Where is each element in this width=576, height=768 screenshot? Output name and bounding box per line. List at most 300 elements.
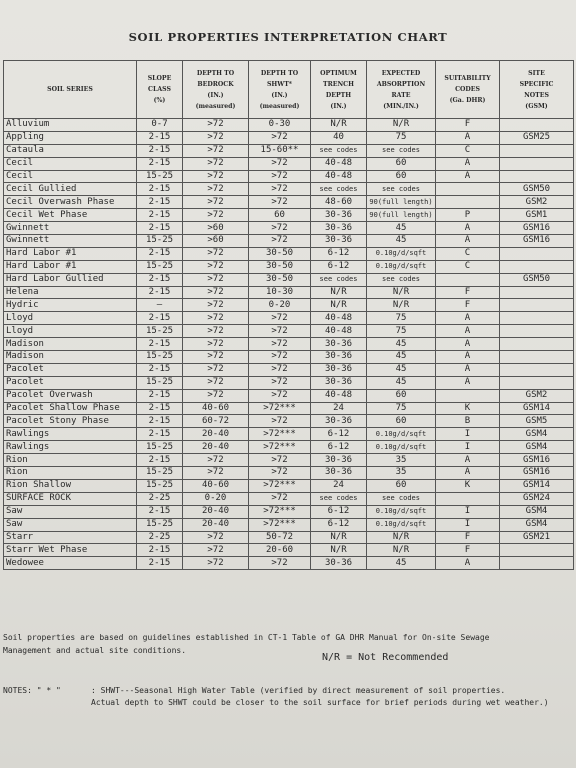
- cell-expected-absorption-rate: 35: [367, 454, 436, 467]
- cell-suitability-codes: A: [436, 454, 500, 467]
- not-recommended-legend: N/R = Not Recommended: [322, 652, 449, 663]
- cell-site-specific-notes: [500, 260, 574, 273]
- cell-depth-to-shwt: 10-30: [249, 286, 311, 299]
- cell-expected-absorption-rate: 75: [367, 312, 436, 325]
- cell-depth-to-shwt: >72: [249, 312, 311, 325]
- cell-soil-series: Saw: [4, 518, 137, 531]
- table-row: [4, 544, 574, 557]
- cell-depth-to-bedrock: >72: [183, 209, 249, 222]
- cell-site-specific-notes: [500, 325, 574, 338]
- cell-depth-to-bedrock: >72: [183, 286, 249, 299]
- header-line: (Ga. DHR): [449, 97, 486, 104]
- cell-site-specific-notes: [500, 312, 574, 325]
- cell-expected-absorption-rate: N/R: [367, 299, 436, 312]
- cell-expected-absorption-rate: 75: [367, 402, 436, 415]
- cell-optimum-trench-depth: N/R: [311, 286, 367, 299]
- header-line: SITE: [528, 69, 545, 77]
- cell-suitability-codes: A: [436, 376, 500, 389]
- cell-optimum-trench-depth: 6-12: [311, 505, 367, 518]
- cell-expected-absorption-rate: 45: [367, 235, 436, 248]
- cell-suitability-codes: [436, 389, 500, 402]
- cell-expected-absorption-rate: 45: [367, 338, 436, 351]
- cell-site-specific-notes: GSM50: [500, 183, 574, 196]
- cell-slope-class: 15-25: [137, 479, 183, 492]
- cell-depth-to-shwt: 0-30: [249, 119, 311, 132]
- table-header-row: [4, 61, 574, 119]
- cell-optimum-trench-depth: 30-36: [311, 351, 367, 364]
- header-line: RATE: [391, 91, 411, 99]
- cell-site-specific-notes: [500, 557, 574, 570]
- cell-suitability-codes: I: [436, 441, 500, 454]
- cell-optimum-trench-depth: N/R: [311, 299, 367, 312]
- cell-slope-class: 2-25: [137, 531, 183, 544]
- cell-expected-absorption-rate: 60: [367, 479, 436, 492]
- cell-optimum-trench-depth: see codes: [311, 183, 367, 196]
- cell-soil-series: Rion: [4, 454, 137, 467]
- cell-depth-to-bedrock: >72: [183, 351, 249, 364]
- cell-optimum-trench-depth: 40-48: [311, 325, 367, 338]
- cell-depth-to-bedrock: >72: [183, 363, 249, 376]
- cell-slope-class: 2-15: [137, 312, 183, 325]
- cell-site-specific-notes: [500, 338, 574, 351]
- table-row: [4, 441, 574, 454]
- cell-expected-absorption-rate: 0.10g/d/sqft: [367, 441, 436, 454]
- cell-expected-absorption-rate: see codes: [367, 183, 436, 196]
- cell-slope-class: 2-15: [137, 157, 183, 170]
- cell-slope-class: 2-15: [137, 557, 183, 570]
- cell-optimum-trench-depth: 48-60: [311, 196, 367, 209]
- cell-soil-series: Cecil: [4, 170, 137, 183]
- cell-site-specific-notes: [500, 376, 574, 389]
- cell-slope-class: 2-15: [137, 544, 183, 557]
- cell-soil-series: Starr Wet Phase: [4, 544, 137, 557]
- cell-site-specific-notes: [500, 351, 574, 364]
- cell-suitability-codes: A: [436, 235, 500, 248]
- header-expected-absorption-rate: [367, 61, 436, 119]
- table-row: [4, 479, 574, 492]
- cell-slope-class: 2-15: [137, 428, 183, 441]
- cell-depth-to-shwt: >72: [249, 170, 311, 183]
- cell-expected-absorption-rate: 75: [367, 131, 436, 144]
- cell-optimum-trench-depth: 30-36: [311, 209, 367, 222]
- cell-depth-to-shwt: >72: [249, 467, 311, 480]
- table-row: [4, 222, 574, 235]
- cell-depth-to-shwt: >72***: [249, 479, 311, 492]
- cell-suitability-codes: A: [436, 222, 500, 235]
- cell-depth-to-bedrock: >72: [183, 183, 249, 196]
- table-row: [4, 454, 574, 467]
- table-row: [4, 363, 574, 376]
- cell-expected-absorption-rate: 60: [367, 415, 436, 428]
- table-row: [4, 518, 574, 531]
- cell-soil-series: Wedowee: [4, 557, 137, 570]
- cell-soil-series: Rawlings: [4, 428, 137, 441]
- cell-depth-to-shwt: >72***: [249, 441, 311, 454]
- cell-site-specific-notes: GSM14: [500, 479, 574, 492]
- cell-depth-to-bedrock: >72: [183, 196, 249, 209]
- table-row: [4, 273, 574, 286]
- cell-depth-to-shwt: >72: [249, 376, 311, 389]
- cell-suitability-codes: F: [436, 299, 500, 312]
- cell-slope-class: 2-15: [137, 505, 183, 518]
- header-line: BEDROCK: [197, 80, 234, 88]
- cell-slope-class: 2-15: [137, 389, 183, 402]
- cell-expected-absorption-rate: N/R: [367, 119, 436, 132]
- cell-expected-absorption-rate: 90(full length): [367, 209, 436, 222]
- cell-soil-series: Cecil: [4, 157, 137, 170]
- cell-suitability-codes: I: [436, 518, 500, 531]
- cell-optimum-trench-depth: 40-48: [311, 389, 367, 402]
- cell-optimum-trench-depth: 24: [311, 479, 367, 492]
- cell-suitability-codes: C: [436, 260, 500, 273]
- cell-slope-class: 15-25: [137, 235, 183, 248]
- table-row: [4, 402, 574, 415]
- cell-suitability-codes: F: [436, 119, 500, 132]
- cell-site-specific-notes: GSM1: [500, 209, 574, 222]
- cell-soil-series: Pacolet Shallow Phase: [4, 402, 137, 415]
- cell-slope-class: 2-15: [137, 286, 183, 299]
- cell-optimum-trench-depth: 40-48: [311, 170, 367, 183]
- table-row: [4, 157, 574, 170]
- cell-suitability-codes: [436, 183, 500, 196]
- cell-soil-series: Madison: [4, 351, 137, 364]
- cell-expected-absorption-rate: 0.10g/d/sqft: [367, 260, 436, 273]
- cell-suitability-codes: A: [436, 363, 500, 376]
- cell-soil-series: Rawlings: [4, 441, 137, 454]
- cell-site-specific-notes: GSM4: [500, 441, 574, 454]
- cell-expected-absorption-rate: 45: [367, 351, 436, 364]
- cell-depth-to-bedrock: 20-40: [183, 505, 249, 518]
- cell-depth-to-bedrock: >60: [183, 235, 249, 248]
- cell-suitability-codes: K: [436, 402, 500, 415]
- cell-depth-to-shwt: >72: [249, 157, 311, 170]
- cell-expected-absorption-rate: 0.10g/d/sqft: [367, 247, 436, 260]
- cell-slope-class: 15-25: [137, 170, 183, 183]
- cell-optimum-trench-depth: 40-48: [311, 312, 367, 325]
- cell-expected-absorption-rate: 60: [367, 157, 436, 170]
- cell-site-specific-notes: [500, 247, 574, 260]
- table-row: [4, 260, 574, 273]
- cell-site-specific-notes: GSM25: [500, 131, 574, 144]
- cell-soil-series: Hard Labor #1: [4, 260, 137, 273]
- cell-depth-to-shwt: >72: [249, 196, 311, 209]
- cell-depth-to-shwt: >72: [249, 389, 311, 402]
- cell-depth-to-bedrock: >72: [183, 247, 249, 260]
- cell-depth-to-shwt: >72: [249, 557, 311, 570]
- header-line: OPTIMUM: [320, 69, 357, 77]
- cell-suitability-codes: [436, 273, 500, 286]
- header-line: (IN.): [207, 91, 224, 99]
- cell-site-specific-notes: GSM16: [500, 222, 574, 235]
- cell-depth-to-bedrock: >72: [183, 454, 249, 467]
- table-row: [4, 505, 574, 518]
- cell-site-specific-notes: [500, 544, 574, 557]
- cell-expected-absorption-rate: 60: [367, 389, 436, 402]
- cell-suitability-codes: [436, 196, 500, 209]
- cell-slope-class: 0-7: [137, 119, 183, 132]
- table-row: [4, 286, 574, 299]
- table-row: [4, 144, 574, 157]
- header-line: (IN.): [330, 102, 347, 110]
- header-line: SHWT*: [266, 80, 293, 88]
- cell-optimum-trench-depth: N/R: [311, 531, 367, 544]
- cell-expected-absorption-rate: 75: [367, 325, 436, 338]
- cell-soil-series: Gwinnett: [4, 222, 137, 235]
- cell-depth-to-bedrock: >72: [183, 544, 249, 557]
- cell-depth-to-shwt: >72: [249, 183, 311, 196]
- cell-optimum-trench-depth: 30-36: [311, 454, 367, 467]
- cell-slope-class: 2-25: [137, 492, 183, 505]
- notes-label: NOTES: " * ": [3, 686, 61, 695]
- cell-depth-to-bedrock: 20-40: [183, 441, 249, 454]
- cell-slope-class: –: [137, 299, 183, 312]
- header-optimum-trench-depth: [311, 61, 367, 119]
- cell-optimum-trench-depth: 40-48: [311, 157, 367, 170]
- cell-site-specific-notes: GSM2: [500, 196, 574, 209]
- table-row: [4, 338, 574, 351]
- header-site-specific-notes: [500, 61, 574, 119]
- cell-soil-series: Helena: [4, 286, 137, 299]
- cell-depth-to-bedrock: >72: [183, 273, 249, 286]
- cell-depth-to-bedrock: >72: [183, 260, 249, 273]
- cell-depth-to-shwt: >72***: [249, 428, 311, 441]
- cell-slope-class: 2-15: [137, 454, 183, 467]
- soil-properties-table: [3, 60, 574, 570]
- cell-suitability-codes: I: [436, 505, 500, 518]
- cell-depth-to-shwt: >72: [249, 325, 311, 338]
- header-suitability-codes: [436, 61, 500, 119]
- cell-soil-series: Lloyd: [4, 312, 137, 325]
- table-body: [4, 119, 574, 570]
- cell-suitability-codes: A: [436, 325, 500, 338]
- cell-suitability-codes: A: [436, 467, 500, 480]
- cell-depth-to-shwt: >72: [249, 338, 311, 351]
- cell-expected-absorption-rate: 0.10g/d/sqft: [367, 428, 436, 441]
- table-row: [4, 235, 574, 248]
- cell-expected-absorption-rate: N/R: [367, 544, 436, 557]
- table-row: [4, 531, 574, 544]
- cell-slope-class: 15-25: [137, 441, 183, 454]
- cell-site-specific-notes: GSM14: [500, 402, 574, 415]
- cell-suitability-codes: P: [436, 209, 500, 222]
- cell-slope-class: 2-15: [137, 363, 183, 376]
- cell-expected-absorption-rate: 35: [367, 467, 436, 480]
- table-row: [4, 376, 574, 389]
- cell-depth-to-bedrock: 40-60: [183, 479, 249, 492]
- notes-text: : SHWT---Seasonal High Water Table (verified by direct measurement of soil properties. Actual depth to SHWT could be closer to the soil surface for brief periods during wet weather.): [91, 686, 549, 707]
- cell-slope-class: 15-25: [137, 260, 183, 273]
- cell-suitability-codes: A: [436, 312, 500, 325]
- cell-depth-to-shwt: >72: [249, 351, 311, 364]
- table-row: [4, 415, 574, 428]
- cell-soil-series: Cataula: [4, 144, 137, 157]
- footnote-line-1: Soil properties are based on guidelines established in CT-1 Table of GA DHR Manual for On-site Sewage: [3, 633, 490, 642]
- cell-soil-series: Pacolet: [4, 363, 137, 376]
- cell-optimum-trench-depth: 30-36: [311, 222, 367, 235]
- cell-site-specific-notes: GSM2: [500, 389, 574, 402]
- cell-expected-absorption-rate: 45: [367, 557, 436, 570]
- header-depth-to-bedrock: [183, 61, 249, 119]
- cell-site-specific-notes: GSM21: [500, 531, 574, 544]
- cell-expected-absorption-rate: N/R: [367, 286, 436, 299]
- table-row: [4, 557, 574, 570]
- cell-optimum-trench-depth: 30-36: [311, 557, 367, 570]
- cell-site-specific-notes: [500, 119, 574, 132]
- cell-depth-to-bedrock: 60-72: [183, 415, 249, 428]
- header-line: (MIN./IN.): [383, 102, 419, 110]
- cell-depth-to-bedrock: >72: [183, 312, 249, 325]
- cell-depth-to-bedrock: >72: [183, 389, 249, 402]
- cell-slope-class: 2-15: [137, 247, 183, 260]
- cell-depth-to-shwt: >72: [249, 454, 311, 467]
- header-line: (measured): [195, 102, 236, 110]
- header-slope-class: [137, 61, 183, 119]
- cell-depth-to-shwt: >72***: [249, 402, 311, 415]
- cell-depth-to-bedrock: >60: [183, 222, 249, 235]
- table-row: [4, 209, 574, 222]
- cell-slope-class: 15-25: [137, 351, 183, 364]
- cell-slope-class: 2-15: [137, 273, 183, 286]
- cell-site-specific-notes: GSM4: [500, 505, 574, 518]
- cell-site-specific-notes: GSM16: [500, 235, 574, 248]
- cell-slope-class: 2-15: [137, 144, 183, 157]
- cell-soil-series: Rion Shallow: [4, 479, 137, 492]
- cell-soil-series: Saw: [4, 505, 137, 518]
- cell-slope-class: 15-25: [137, 325, 183, 338]
- cell-slope-class: 2-15: [137, 222, 183, 235]
- cell-expected-absorption-rate: see codes: [367, 492, 436, 505]
- cell-soil-series: Cecil Wet Phase: [4, 209, 137, 222]
- cell-soil-series: Cecil Gullied: [4, 183, 137, 196]
- cell-soil-series: Rion: [4, 467, 137, 480]
- header-line: DEPTH: [325, 91, 352, 99]
- cell-suitability-codes: A: [436, 170, 500, 183]
- cell-expected-absorption-rate: 60: [367, 170, 436, 183]
- header-line: CODES: [455, 86, 480, 93]
- cell-slope-class: 2-15: [137, 338, 183, 351]
- cell-optimum-trench-depth: 24: [311, 402, 367, 415]
- cell-slope-class: 2-15: [137, 196, 183, 209]
- cell-depth-to-bedrock: >72: [183, 131, 249, 144]
- cell-expected-absorption-rate: 45: [367, 376, 436, 389]
- cell-site-specific-notes: [500, 157, 574, 170]
- cell-optimum-trench-depth: 6-12: [311, 518, 367, 531]
- table-row: [4, 389, 574, 402]
- table-row: [4, 312, 574, 325]
- cell-depth-to-bedrock: >72: [183, 170, 249, 183]
- cell-expected-absorption-rate: 0.10g/d/sqft: [367, 505, 436, 518]
- header-depth-to-shwt: [249, 61, 311, 119]
- cell-site-specific-notes: [500, 363, 574, 376]
- cell-depth-to-bedrock: 20-40: [183, 518, 249, 531]
- cell-depth-to-bedrock: >72: [183, 376, 249, 389]
- cell-soil-series: SURFACE ROCK: [4, 492, 137, 505]
- table-row: [4, 131, 574, 144]
- cell-depth-to-shwt: 20-60: [249, 544, 311, 557]
- cell-suitability-codes: F: [436, 286, 500, 299]
- cell-optimum-trench-depth: see codes: [311, 273, 367, 286]
- cell-site-specific-notes: [500, 299, 574, 312]
- cell-slope-class: 15-25: [137, 376, 183, 389]
- header-line: DEPTH TO: [196, 69, 235, 77]
- cell-slope-class: 2-15: [137, 402, 183, 415]
- cell-soil-series: Appling: [4, 131, 137, 144]
- cell-optimum-trench-depth: see codes: [311, 144, 367, 157]
- cell-depth-to-bedrock: >72: [183, 144, 249, 157]
- cell-optimum-trench-depth: 30-36: [311, 363, 367, 376]
- cell-depth-to-shwt: 0-20: [249, 299, 311, 312]
- cell-suitability-codes: F: [436, 544, 500, 557]
- cell-depth-to-shwt: >72: [249, 131, 311, 144]
- cell-depth-to-bedrock: 20-40: [183, 428, 249, 441]
- cell-depth-to-bedrock: >72: [183, 338, 249, 351]
- cell-suitability-codes: B: [436, 415, 500, 428]
- cell-soil-series: Pacolet Stony Phase: [4, 415, 137, 428]
- cell-depth-to-shwt: >72***: [249, 518, 311, 531]
- cell-optimum-trench-depth: N/R: [311, 119, 367, 132]
- cell-site-specific-notes: GSM5: [500, 415, 574, 428]
- cell-suitability-codes: A: [436, 157, 500, 170]
- cell-site-specific-notes: GSM4: [500, 428, 574, 441]
- cell-expected-absorption-rate: 0.10g/d/sqft: [367, 518, 436, 531]
- cell-depth-to-shwt: >72***: [249, 505, 311, 518]
- cell-optimum-trench-depth: 30-36: [311, 235, 367, 248]
- table-row: [4, 428, 574, 441]
- header-line: SPECIFIC: [519, 80, 554, 88]
- cell-optimum-trench-depth: 30-36: [311, 415, 367, 428]
- cell-depth-to-bedrock: >72: [183, 119, 249, 132]
- cell-expected-absorption-rate: 45: [367, 222, 436, 235]
- cell-site-specific-notes: GSM24: [500, 492, 574, 505]
- header-line: CLASS: [148, 86, 171, 93]
- cell-soil-series: Starr: [4, 531, 137, 544]
- cell-depth-to-shwt: >72: [249, 222, 311, 235]
- cell-expected-absorption-rate: see codes: [367, 144, 436, 157]
- table-row: [4, 492, 574, 505]
- cell-site-specific-notes: [500, 170, 574, 183]
- cell-depth-to-bedrock: 40-60: [183, 402, 249, 415]
- table-row: [4, 325, 574, 338]
- cell-slope-class: 15-25: [137, 467, 183, 480]
- cell-site-specific-notes: GSM4: [500, 518, 574, 531]
- cell-optimum-trench-depth: 6-12: [311, 428, 367, 441]
- cell-optimum-trench-depth: N/R: [311, 544, 367, 557]
- table-row: [4, 119, 574, 132]
- cell-soil-series: Hard Labor #1: [4, 247, 137, 260]
- cell-site-specific-notes: [500, 286, 574, 299]
- cell-depth-to-shwt: >72: [249, 415, 311, 428]
- cell-depth-to-bedrock: >72: [183, 467, 249, 480]
- cell-expected-absorption-rate: N/R: [367, 531, 436, 544]
- cell-depth-to-shwt: >72: [249, 492, 311, 505]
- cell-soil-series: Alluvium: [4, 119, 137, 132]
- footnote-line-2: Management and actual site conditions.: [3, 646, 187, 655]
- cell-suitability-codes: C: [436, 144, 500, 157]
- header-line: (measured): [259, 102, 300, 110]
- cell-soil-series: Lloyd: [4, 325, 137, 338]
- cell-site-specific-notes: GSM16: [500, 454, 574, 467]
- cell-soil-series: Madison: [4, 338, 137, 351]
- cell-depth-to-bedrock: >72: [183, 157, 249, 170]
- cell-slope-class: 2-15: [137, 209, 183, 222]
- cell-depth-to-shwt: >72: [249, 235, 311, 248]
- cell-optimum-trench-depth: 30-36: [311, 467, 367, 480]
- cell-depth-to-shwt: 60: [249, 209, 311, 222]
- header-line: SLOPE: [147, 75, 172, 82]
- table-row: [4, 467, 574, 480]
- cell-depth-to-shwt: 30-50: [249, 260, 311, 273]
- cell-slope-class: 2-15: [137, 183, 183, 196]
